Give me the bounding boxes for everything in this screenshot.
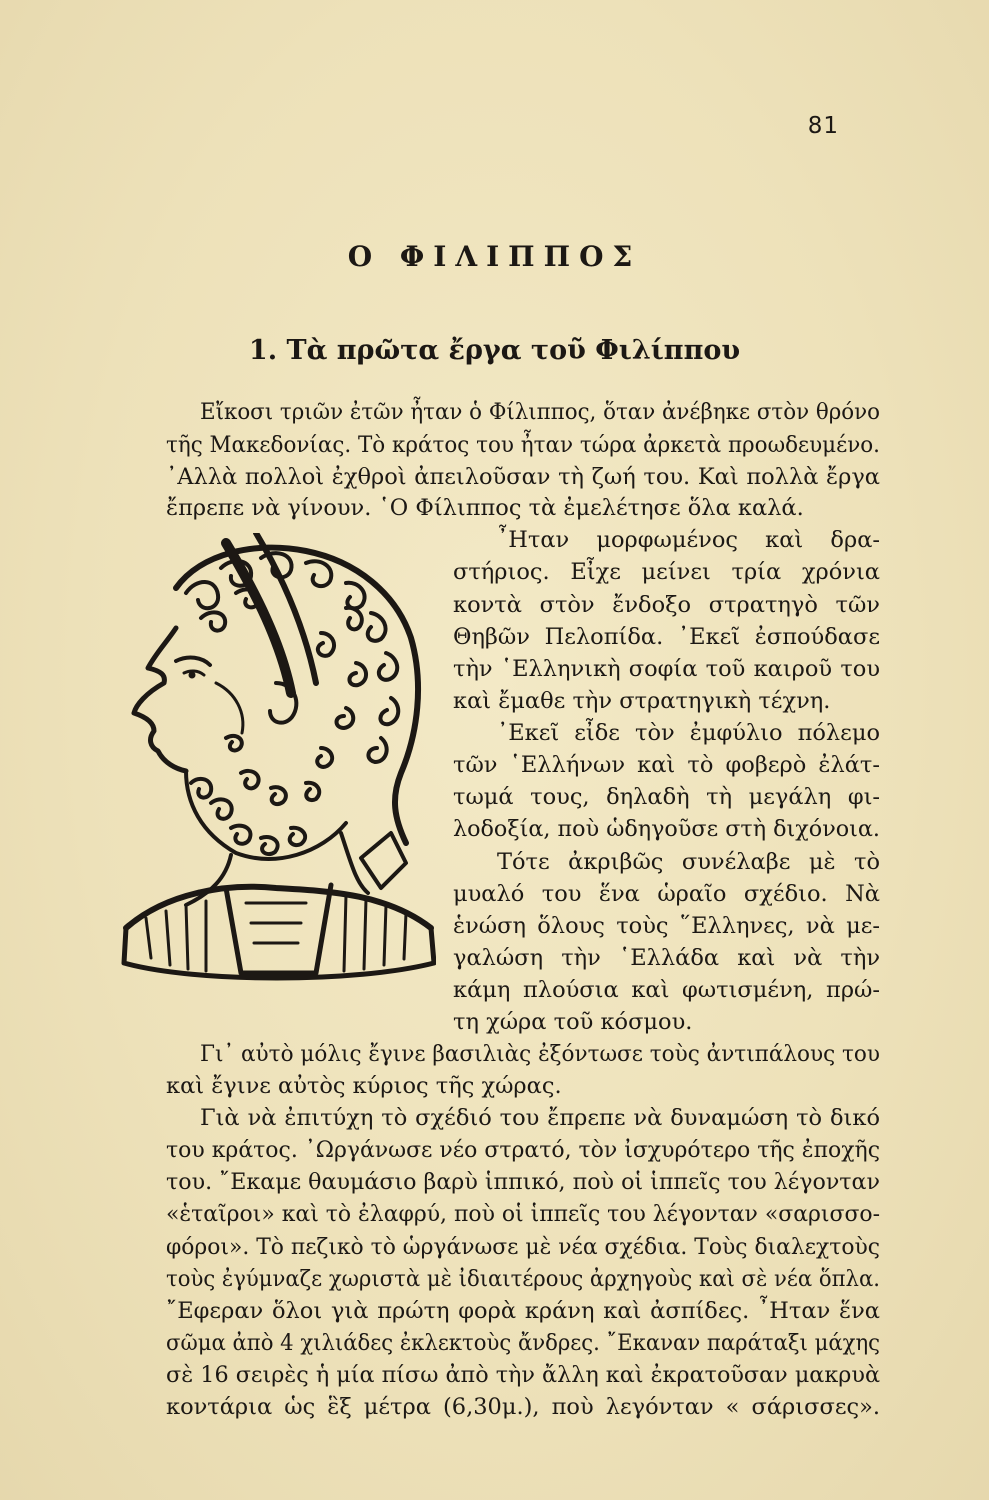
text-line: κάμη πλούσια καὶ φωτισμένη, πρώ- — [453, 977, 880, 1003]
text-line: ἑνώση ὅλους τοὺς ῞Ελληνες, νὰ με- — [453, 913, 880, 939]
text-line: τοὺς ἐγύμναζε χωριστὰ μὲ ἰδιαιτέρους ἀρχηγοὺς καὶ σὲ νέα ὅπλα. — [166, 1266, 880, 1292]
text-line: Τότε ἀκριβῶς συνέλαβε μὲ τὸ — [497, 849, 880, 875]
text-line: λοδοξία, ποὺ ὡδηγοῦσε στὴ διχόνοια. — [453, 816, 880, 842]
text-line: του κράτος. ᾿Ωργάνωσε νέο στρατό, τὸν ἰσχυρότερο τῆς ἐποχῆς — [166, 1137, 880, 1163]
text-line: «ἑταῖροι» καὶ τὸ ἐλαφρύ, ποὺ οἱ ἱππεῖς του λέγονταν «σαρισσο- — [166, 1201, 880, 1227]
text-line: σὲ 16 σειρὲς ἡ μία πίσω ἀπὸ τὴν ἄλλη καὶ ἐκρατοῦσαν μακρυὰ — [166, 1362, 880, 1388]
text-line: μυαλό του ἕνα ὡραῖο σχέδιο. Νὰ — [453, 881, 880, 907]
text-line: τὴν ῾Ελληνικὴ σοφία τοῦ καιροῦ του — [453, 656, 880, 682]
text-line: κοντάρια ὡς ἓξ μέτρα (6,30μ.), ποὺ λεγόνταν « σάρισσες». — [166, 1394, 880, 1420]
text-line: Γι᾿ αὐτὸ μόλις ἔγινε βασιλιὰς ἐξόντωσε τοὺς ἀντιπάλους του — [200, 1041, 880, 1067]
text-line: φόροι». Τὸ πεζικὸ τὸ ὡργάνωσε μὲ νέα σχέδια. Τοὺς διαλεχτοὺς — [166, 1234, 880, 1260]
text-line: τῶν ῾Ελλήνων καὶ τὸ φοβερὸ ἐλάτ- — [453, 752, 880, 778]
text-line: γαλώση τὴν ῾Ελλάδα καὶ νὰ τὴν — [453, 945, 880, 971]
text-line: ῏Ηταν μορφωμένος καὶ δρα- — [497, 527, 880, 553]
text-line: ῎Εφεραν ὅλοι γιὰ πρώτη φορὰ κράνη καὶ ἀσπίδες. ῏Ηταν ἕνα — [166, 1298, 880, 1324]
text-line: Θηβῶν Πελοπίδα. ᾿Εκεῖ ἐσπούδασε — [453, 624, 880, 650]
text-line: κοντὰ στὸν ἔνδοξο στρατηγὸ τῶν — [453, 592, 880, 618]
text-line: τῆς Μακεδονίας. Τὸ κράτος του ἦταν τώρα ἀρκετὰ προωδευμένο. — [166, 432, 880, 458]
text-line: στήριος. Εἶχε μείνει τρία χρόνια — [453, 559, 880, 585]
text-line: ᾿Εκεῖ εἶδε τὸν ἐμφύλιο πόλεμο — [497, 720, 880, 746]
text-line: του. ῎Εκαμε θαυμάσιο βαρὺ ἱππικό, ποὺ οἱ ἱππεῖς του λέγονταν — [166, 1169, 880, 1195]
text-line: καὶ ἔγινε αὐτὸς κύριος τῆς χώρας. — [166, 1073, 562, 1099]
chapter-title: Ο ΦΙΛΙΠΠΟΣ — [347, 240, 642, 273]
text-line: Γιὰ νὰ ἐπιτύχη τὸ σχέδιό του ἔπρεπε νὰ δυναμώση τὸ δικό — [200, 1105, 880, 1131]
text-line: καὶ ἔμαθε τὴν στρατηγικὴ τέχνη. — [453, 688, 831, 714]
text-line: ᾿Αλλὰ πολλοὶ ἐχθροὶ ἀπειλοῦσαν τὴ ζωή του. Καὶ πολλὰ ἔργα — [166, 464, 880, 490]
text-line: τωμά τους, δηλαδὴ τὴ μεγάλη φι- — [453, 784, 880, 810]
section-title: 1. Τὰ πρῶτα ἔργα τοῦ Φιλίππου — [248, 335, 741, 366]
text-line: σῶμα ἀπὸ 4 χιλιάδες ἐκλεκτοὺς ἄνδρες. ῎Εκαναν παράταξι μάχης — [166, 1330, 880, 1356]
text-line: τη χώρα τοῦ κόσμου. — [453, 1009, 693, 1035]
page-number: 81 — [807, 113, 839, 139]
text-line: ἔπρεπε νὰ γίνουν. ῾Ο Φίλιππος τὰ ἐμελέτησε ὅλα καλά. — [166, 495, 804, 521]
portrait-icon — [106, 533, 436, 993]
text-line: Εἴκοσι τριῶν ἐτῶν ἦταν ὁ Φίλιππος, ὅταν ἀνέβηκε στὸν θρόνο — [200, 399, 880, 425]
